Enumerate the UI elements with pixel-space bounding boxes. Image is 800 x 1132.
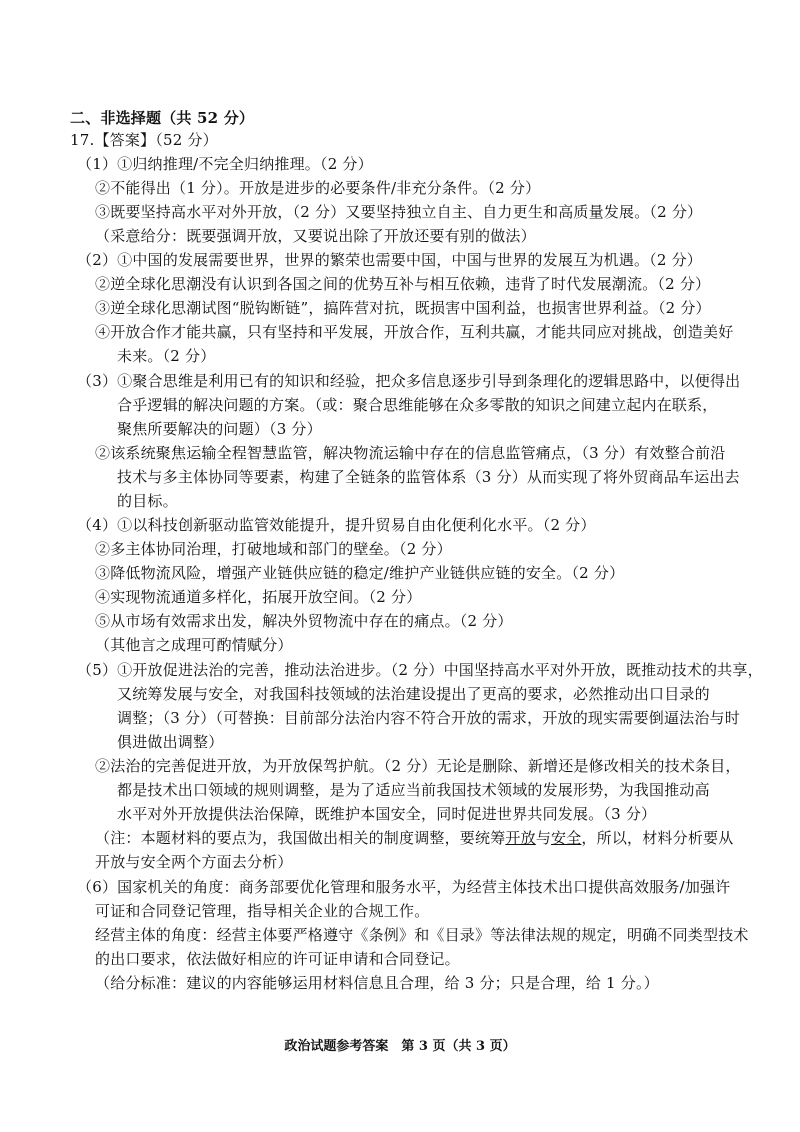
part-3-line-6: 的目标。: [117, 492, 178, 510]
part-3-line-2: 合乎逻辑的解决问题的方案。（或：聚合思维能够在众多零散的知识之间建立起内在联系，: [117, 396, 718, 414]
part-2-line-2: ②逆全球化思潮没有认识到各国之间的优势互补与相互依赖，违背了时代发展潮流。（2 分）: [95, 275, 711, 293]
part-2-line-3: ③逆全球化思潮试图“脱钩断链”，搞阵营对抗，既损害中国利益，也损害世界利益。（2 分）: [95, 299, 711, 317]
part-3-line-3: 聚焦所要解决的问题）（3 分）: [117, 420, 322, 438]
part-label: （5）: [77, 661, 118, 679]
part-1-note: （采意给分：既要强调开放，又要说出除了开放还要有别的做法）: [95, 227, 536, 245]
part-1-line-1: （1）①归纳推理/不完全归纳推理。（2 分）: [77, 155, 373, 173]
part-6-line-3: 经营主体的角度：经营主体要严格遵守《条例》和《目录》等法律法规的规定，明确不同类型技术: [95, 926, 749, 944]
part-4-line-5: ⑤从市场有效需求出发，解决外贸物流中存在的痛点。（2 分）: [95, 612, 513, 630]
part-4-line-1: （4）①以科技创新驱动监管效能提升，提升贸易自由化便利化水平。（2 分）: [77, 516, 596, 534]
part-5-note-line-2: 开放与安全两个方面去分析）: [95, 853, 293, 871]
part-5-line-2: 又统筹发展与安全，对我国科技领域的法治建设提出了更高的要求，必然推动出口目录的: [117, 685, 710, 703]
part-1-line-3: ③既要坚持高水平对外开放，（2 分）又要坚持独立自主、自力更生和高质量发展。（2 分）: [95, 203, 703, 221]
part-5-line-6: 都是技术出口领域的规则调整，是为了适应当前我国技术领域的发展形势，为我国推动高: [117, 781, 710, 799]
part-2-line-1: （2）①中国的发展需要世界，世界的繁荣也需要中国，中国与世界的发展互为机遇。（2 分）: [77, 251, 702, 269]
section-title: 二、非选择题（共 52 分）: [70, 109, 255, 127]
part-2-line-5: 未来。（2 分）: [117, 347, 216, 365]
underlined-term: 安全: [551, 829, 582, 847]
part-4-line-3: ③降低物流风险，增强产业链供应链的稳定/维护产业链供应链的安全。（2 分）: [95, 564, 625, 582]
question-header: 17.【答案】（52 分）: [70, 131, 218, 149]
part-6-line-2: 可证和合同登记管理，指导相关企业的合规工作。: [95, 902, 430, 920]
part-1-line-2: ②不能得出（1 分）。开放是进步的必要条件/非充分条件。（2 分）: [95, 179, 541, 197]
part-label: （1）: [77, 155, 118, 173]
part-label: （6）: [77, 878, 118, 896]
part-label: （2）: [77, 251, 118, 269]
part-label: （4）: [77, 516, 118, 534]
part-5-line-3: 调整；（3 分）（可替换：目前部分法治内容不符合开放的需求，开放的现实需要倒逼法治与时: [117, 709, 740, 727]
part-6-line-4: 的出口要求，依法做好相应的许可证申请和合同登记。: [95, 950, 460, 968]
part-6-line-1: （6）国家机关的角度：商务部要优化管理和服务水平，为经营主体技术出口提供高效服务/加强许: [77, 878, 731, 896]
part-6-note: （给分标准：建议的内容能够运用材料信息且合理，给 3 分；只是合理，给 1 分。）: [95, 974, 659, 992]
part-5-line-1: （5）①开放促进法治的完善，推动法治进步。（2 分）中国坚持高水平对外开放，既推动技术的共享，: [77, 661, 763, 679]
part-5-note-line-1: （注：本题材料的要点为，我国做出相关的制度调整，要统筹开放与安全，所以，材料分析要从: [95, 829, 734, 847]
part-3-line-4: ②该系统聚焦运输全程智慧监管，解决物流运输中存在的信息监管痛点，（3 分）有效整合前沿: [95, 444, 726, 462]
page-footer: 政治试题参考答案 第 3 页（共 3 页）: [284, 1039, 516, 1054]
part-3-line-5: 技术与多主体协同等要素，构建了全链条的监管体系（3 分）从而实现了将外贸商品车运出去: [117, 468, 740, 486]
underlined-term: 开放: [505, 829, 536, 847]
part-4-note: （其他言之成理可酌情赋分）: [95, 636, 293, 654]
part-5-line-4: 俱进做出调整）: [117, 733, 224, 751]
part-4-line-4: ④实现物流通道多样化，拓展开放空间。（2 分）: [95, 588, 422, 606]
part-3-line-1: （3）①聚合思维是利用已有的知识和经验，把众多信息逐步引导到条理化的逻辑思路中，以便得出: [77, 372, 741, 390]
part-5-line-5: ②法治的完善促进开放，为开放保驾护航。（2 分）无论是删除、新增还是修改相关的技术条目，: [95, 757, 741, 775]
part-5-line-7: 水平对外开放提供法治保障，既维护本国安全，同时促进世界共同发展。（3 分）: [117, 805, 657, 823]
part-4-line-2: ②多主体协同治理，打破地域和部门的壁垒。（2 分）: [95, 540, 452, 558]
part-label: （3）: [77, 372, 118, 390]
part-2-line-4: ④开放合作才能共赢，只有坚持和平发展，开放合作，互利共赢，才能共同应对挑战，创造美好: [95, 323, 734, 341]
